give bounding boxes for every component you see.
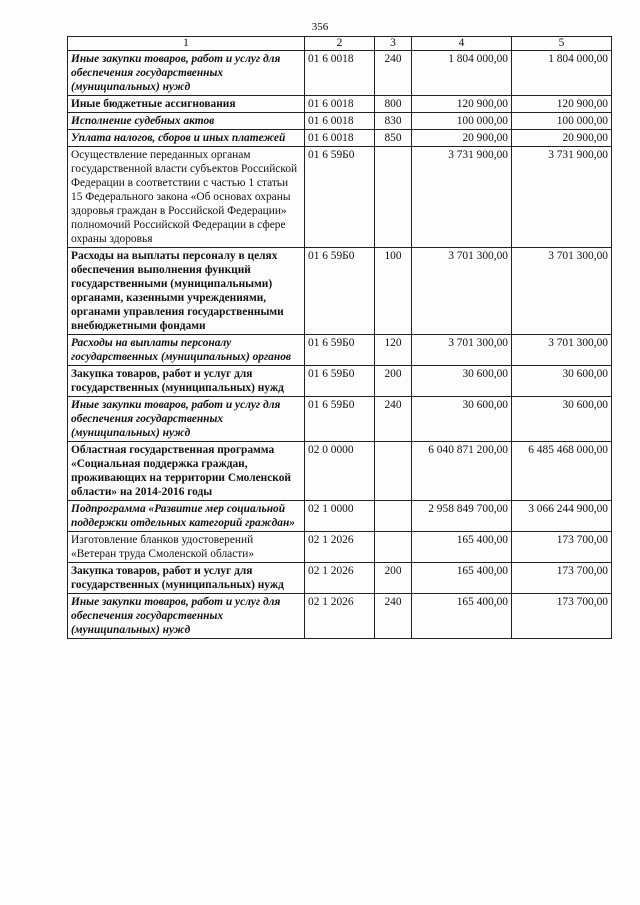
row-value-2-cell: 173 700,00: [512, 594, 612, 639]
row-value-1-cell: 3 731 900,00: [412, 147, 512, 248]
row-name-cell: Иные закупки товаров, работ и услуг для обеспечения государственных (муниципальных) нужд: [68, 594, 305, 639]
row-value-1-cell: 165 400,00: [412, 532, 512, 563]
row-name-cell: Иные закупки товаров, работ и услуг для обеспечения государственных (муниципальных) нужд: [68, 51, 305, 96]
row-type-cell: 200: [375, 563, 412, 594]
row-type-cell: 100: [375, 248, 412, 335]
row-value-2-cell: 173 700,00: [512, 532, 612, 563]
row-value-2-cell: 3 066 244 900,00: [512, 501, 612, 532]
table-row: [68, 96, 612, 113]
row-code-cell: 01 6 59Б0: [305, 397, 375, 442]
table-row: [68, 51, 612, 96]
budget-table: [67, 36, 612, 639]
column-header: 1: [68, 37, 305, 51]
row-name-cell: Иные бюджетные ассигнования: [68, 96, 305, 113]
row-name-cell: Иные закупки товаров, работ и услуг для обеспечения государственных (муниципальных) нужд: [68, 397, 305, 442]
row-value-2-cell: 3 701 300,00: [512, 335, 612, 366]
row-value-2-cell: 3 701 300,00: [512, 248, 612, 335]
row-type-cell: 200: [375, 366, 412, 397]
row-name-cell: Областная государственная программа «Социальная поддержка граждан, проживающих на территории Смоленской области» на 2014-2016 годы: [68, 442, 305, 501]
row-name-cell: Закупка товаров, работ и услуг для государственных (муниципальных) нужд: [68, 366, 305, 397]
row-name-cell: Закупка товаров, работ и услуг для государственных (муниципальных) нужд: [68, 563, 305, 594]
row-value-2-cell: 1 804 000,00: [512, 51, 612, 96]
row-value-1-cell: 30 600,00: [412, 397, 512, 442]
row-name-cell: Расходы на выплаты персоналу государственных (муниципальных) органов: [68, 335, 305, 366]
row-value-1-cell: 120 900,00: [412, 96, 512, 113]
table-row: [68, 248, 612, 335]
row-value-2-cell: 20 900,00: [512, 130, 612, 147]
table-row: [68, 147, 612, 248]
row-type-cell: 830: [375, 113, 412, 130]
column-header: 5: [512, 37, 612, 51]
table-row: [68, 335, 612, 366]
column-header: 2: [305, 37, 375, 51]
row-code-cell: 02 0 0000: [305, 442, 375, 501]
row-value-1-cell: 3 701 300,00: [412, 248, 512, 335]
row-code-cell: 02 1 2026: [305, 594, 375, 639]
row-code-cell: 02 1 2026: [305, 532, 375, 563]
row-code-cell: 01 6 0018: [305, 130, 375, 147]
row-value-1-cell: 20 900,00: [412, 130, 512, 147]
row-name-cell: Подпрограмма «Развитие мер социальной поддержки отдельных категорий граждан»: [68, 501, 305, 532]
row-type-cell: 800: [375, 96, 412, 113]
row-code-cell: 02 1 0000: [305, 501, 375, 532]
row-value-1-cell: 165 400,00: [412, 594, 512, 639]
row-value-2-cell: 30 600,00: [512, 366, 612, 397]
row-code-cell: 01 6 59Б0: [305, 335, 375, 366]
row-value-2-cell: 3 731 900,00: [512, 147, 612, 248]
row-type-cell: 850: [375, 130, 412, 147]
row-value-2-cell: 120 900,00: [512, 96, 612, 113]
row-value-2-cell: 30 600,00: [512, 397, 612, 442]
row-type-cell: [375, 501, 412, 532]
table-row: [68, 130, 612, 147]
row-code-cell: 01 6 0018: [305, 51, 375, 96]
table-row: [68, 113, 612, 130]
table-row: [68, 501, 612, 532]
row-name-cell: Уплата налогов, сборов и иных платежей: [68, 130, 305, 147]
row-value-1-cell: 165 400,00: [412, 563, 512, 594]
table-row: [68, 397, 612, 442]
row-name-cell: Расходы на выплаты персоналу в целях обеспечения выполнения функций государственными (муниципальными) органами, казенными учреждениями, органами управления государственными внебюджетными фондами: [68, 248, 305, 335]
row-code-cell: 02 1 2026: [305, 563, 375, 594]
row-type-cell: 240: [375, 397, 412, 442]
table-row: [68, 442, 612, 501]
table-row: [68, 366, 612, 397]
row-value-2-cell: 6 485 468 000,00: [512, 442, 612, 501]
row-value-2-cell: 173 700,00: [512, 563, 612, 594]
row-type-cell: [375, 532, 412, 563]
row-code-cell: 01 6 59Б0: [305, 147, 375, 248]
row-value-1-cell: 100 000,00: [412, 113, 512, 130]
row-value-1-cell: 6 040 871 200,00: [412, 442, 512, 501]
row-code-cell: 01 6 0018: [305, 96, 375, 113]
table-row: [68, 594, 612, 639]
row-code-cell: 01 6 0018: [305, 113, 375, 130]
row-type-cell: [375, 147, 412, 248]
table-row: [68, 563, 612, 594]
table-row: [68, 532, 612, 563]
table-header-row: [68, 37, 612, 51]
row-type-cell: 240: [375, 594, 412, 639]
column-header: 3: [375, 37, 412, 51]
row-name-cell: Изготовление бланков удостоверений «Ветеран труда Смоленской области»: [68, 532, 305, 563]
row-value-1-cell: 1 804 000,00: [412, 51, 512, 96]
row-value-1-cell: 3 701 300,00: [412, 335, 512, 366]
row-code-cell: 01 6 59Б0: [305, 248, 375, 335]
column-header: 4: [412, 37, 512, 51]
row-name-cell: Исполнение судебных актов: [68, 113, 305, 130]
row-type-cell: 240: [375, 51, 412, 96]
page-number: 356: [311, 21, 329, 33]
row-value-2-cell: 100 000,00: [512, 113, 612, 130]
row-name-cell: Осуществление переданных органам государственной власти субъектов Российской Федерации в соответствии с частью 1 статьи 15 Федерального закона «Об основах охраны здоровья граждан в Российской Федерации» полномочий Российской Федерации в сфере охраны здоровья: [68, 147, 305, 248]
row-value-1-cell: 2 958 849 700,00: [412, 501, 512, 532]
row-type-cell: [375, 442, 412, 501]
row-type-cell: 120: [375, 335, 412, 366]
row-code-cell: 01 6 59Б0: [305, 366, 375, 397]
row-value-1-cell: 30 600,00: [412, 366, 512, 397]
